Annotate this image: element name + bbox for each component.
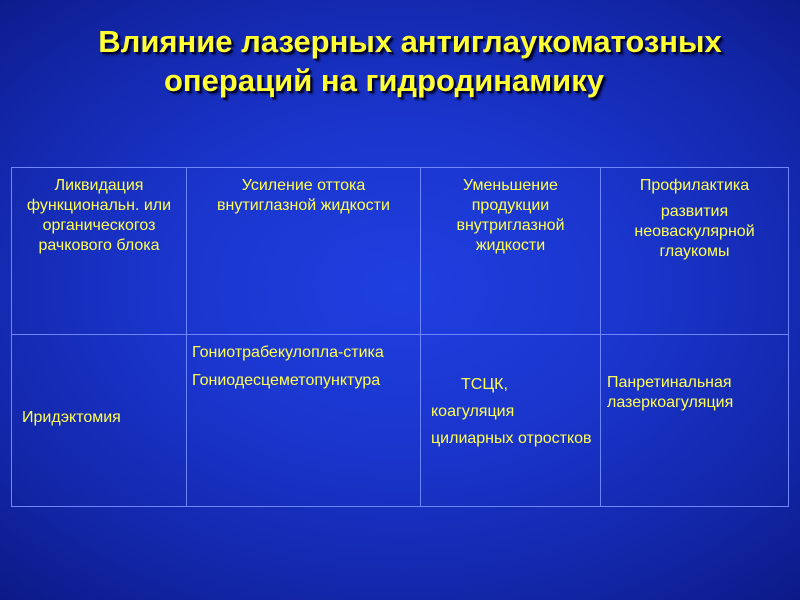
cell-goniodescemetopuncture-text: Гониодесцеметопунктура [192, 372, 381, 389]
cell-panretinal: Панретинальная лазеркоагуляция [601, 335, 789, 507]
slide-title [0, 22, 800, 100]
header-cell-prophylaxis [601, 168, 789, 335]
methods-table [11, 167, 789, 507]
header-prophylaxis-rest: развития неоваскулярной глаукомы [634, 203, 755, 260]
cell-iridectomy: Иридэктомия [12, 335, 187, 507]
cell-goniotrabeculoplasty-text: Гониотрабекулопла-стика [192, 344, 384, 361]
title-line-2: операций на гидродинамику [164, 63, 604, 98]
cell-goniotrabeculoplasty [187, 335, 421, 507]
cell-tsck-first: ТСЦК, [461, 376, 508, 393]
table-row [12, 335, 789, 507]
cell-tsck-rest: коагуляция цилиарных отростков [431, 403, 592, 447]
header-cell-production: Уменьшение продукции внутриглазной жидкости [421, 168, 601, 335]
header-prophylaxis-line1: Профилактика [639, 177, 750, 194]
cell-tsck [421, 335, 601, 507]
header-cell-liquidation: Ликвидация функциональн. или органическогоз рачкового блока [12, 168, 187, 335]
title-line-1: Влияние лазерных антиглаукоматозных [98, 24, 722, 59]
table-header-row [12, 168, 789, 335]
header-cell-outflow: Усиление оттока внутиглазной жидкости [187, 168, 421, 335]
